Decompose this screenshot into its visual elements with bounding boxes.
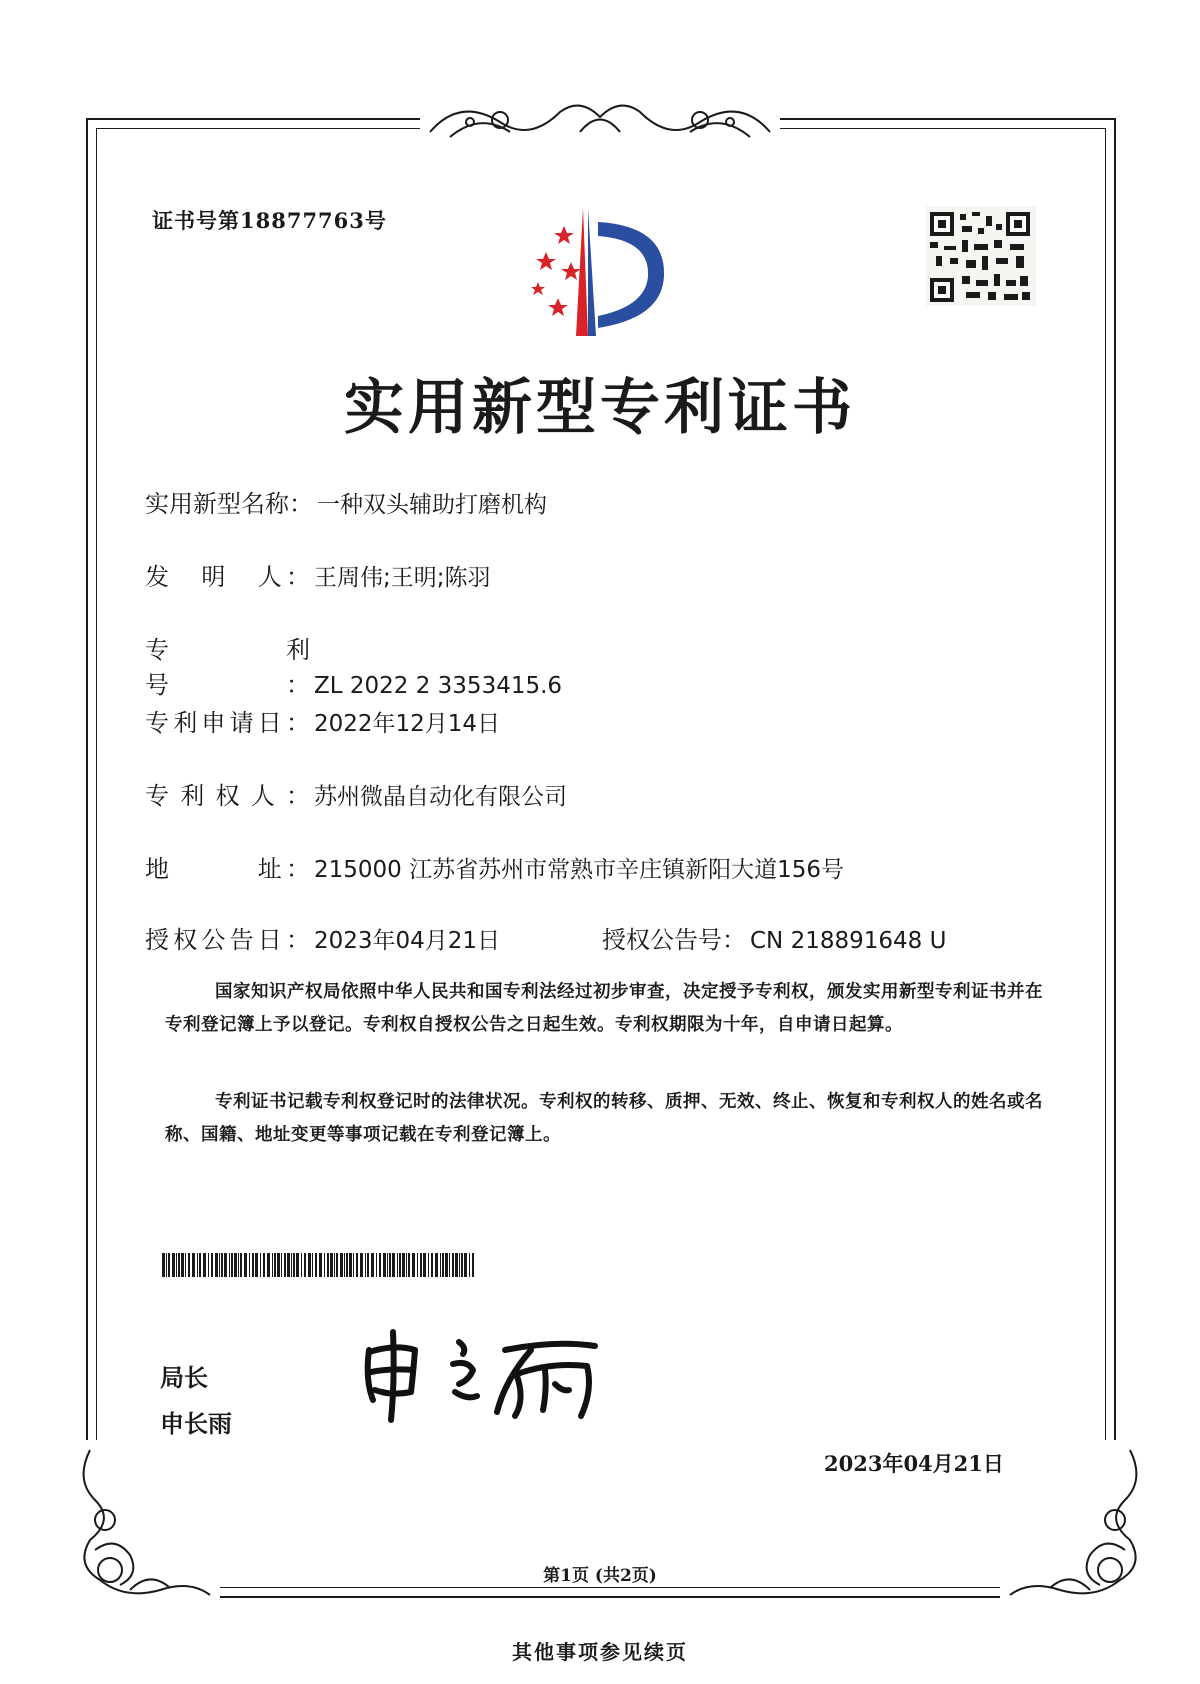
barcode-bar <box>319 1253 322 1277</box>
barcode-bar <box>166 1253 167 1277</box>
barcode-bar <box>304 1253 306 1277</box>
field-application-date <box>145 703 500 738</box>
cnipa-emblem-icon <box>516 206 696 346</box>
field-value: 2023年04月21日 <box>314 928 501 954</box>
barcode-bar <box>296 1253 299 1277</box>
barcode-bar <box>423 1253 426 1277</box>
barcode-bar <box>234 1253 237 1277</box>
field-label: 专 利 号： <box>145 636 334 699</box>
barcode-bar <box>445 1253 448 1277</box>
barcode-bar <box>336 1253 338 1277</box>
barcode-bar <box>249 1253 250 1277</box>
field-inventor <box>145 557 491 592</box>
barcode-bar <box>208 1253 209 1277</box>
barcode-bar <box>346 1253 348 1277</box>
barcode-bar <box>197 1253 198 1277</box>
barcode-bar <box>255 1253 258 1277</box>
field-address <box>145 849 844 884</box>
barcode-bar <box>461 1253 463 1277</box>
qr-code <box>926 206 1036 306</box>
barcode-bar <box>334 1253 335 1277</box>
signer-title: 局长 <box>160 1364 208 1392</box>
page-number: 第1页 (共2页) <box>543 1566 657 1586</box>
barcode-bar <box>452 1253 454 1277</box>
field-value: ZL 2022 2 3353415.6 <box>314 673 563 699</box>
barcode-bar <box>312 1253 313 1277</box>
field-label: 授权公告号： <box>602 926 746 954</box>
barcode-bar <box>188 1253 190 1277</box>
barcode-bar <box>315 1253 317 1277</box>
barcode-bar <box>324 1253 325 1277</box>
barcode-bar <box>389 1253 391 1277</box>
barcode-bar <box>330 1253 333 1277</box>
signature-date: 2023年04月21日 <box>824 1451 1004 1476</box>
barcode-bar <box>211 1253 213 1277</box>
barcode-bar <box>181 1253 184 1277</box>
barcode-bar <box>371 1253 374 1277</box>
field-patent-number <box>145 630 562 700</box>
barcode-bar <box>199 1253 201 1277</box>
barcode-bar <box>412 1253 415 1277</box>
barcode-bar <box>455 1253 458 1277</box>
barcode-bar <box>402 1253 405 1277</box>
field-value: 215000 江苏省苏州市常熟市辛庄镇新阳大道156号 <box>314 857 845 883</box>
barcode-bar <box>240 1253 242 1277</box>
field-label: 实用新型名称： <box>145 490 313 518</box>
barcode-bar <box>442 1253 444 1277</box>
field-value: CN 218891648 U <box>750 928 947 954</box>
barcode-bar <box>224 1253 227 1277</box>
barcode-bar <box>168 1253 170 1277</box>
barcode-bar <box>308 1253 311 1277</box>
barcode-bar <box>428 1253 429 1277</box>
barcode-bar <box>281 1253 282 1277</box>
footer-note: 其他事项参见续页 <box>512 1640 688 1664</box>
field-label: 专利权人： <box>145 782 310 810</box>
barcode-bar <box>327 1253 329 1277</box>
barcode-bar <box>287 1253 290 1277</box>
barcode-bar <box>349 1253 352 1277</box>
barcode-bar <box>229 1253 230 1277</box>
barcode-bar <box>272 1253 273 1277</box>
barcode-bar <box>399 1253 401 1277</box>
barcode-bar <box>435 1253 438 1277</box>
barcode-bar <box>469 1253 470 1277</box>
barcode-bar <box>417 1253 418 1277</box>
barcode-bar <box>408 1253 410 1277</box>
top-ornament-icon <box>420 92 780 152</box>
field-grant-date <box>145 920 500 955</box>
certificate-title: 实用新型专利证书 <box>344 373 856 443</box>
barcode-bar <box>431 1253 433 1277</box>
barcode-bar <box>449 1253 450 1277</box>
signer-name: 申长雨 <box>160 1410 232 1438</box>
field-patent-holder <box>145 776 567 811</box>
barcode-bar <box>162 1253 165 1277</box>
barcode-bar <box>397 1253 398 1277</box>
barcode-bar <box>277 1253 280 1277</box>
field-value: 苏州微晶自动化有限公司 <box>314 784 567 810</box>
barcode-bar <box>464 1253 467 1277</box>
barcode-bar <box>215 1253 218 1277</box>
certificate-number: 证书号第18877763号 <box>152 208 387 233</box>
barcode-bar <box>267 1253 270 1277</box>
field-utility-model-name <box>145 484 547 519</box>
barcode-bar <box>221 1253 223 1277</box>
barcode-bar <box>185 1253 186 1277</box>
barcode-bar <box>440 1253 441 1277</box>
barcode-bar <box>367 1253 369 1277</box>
barcode-bar <box>219 1253 220 1277</box>
handwritten-signature <box>355 1320 625 1430</box>
barcode-bar <box>360 1253 363 1277</box>
barcode-bar <box>176 1253 177 1277</box>
barcode-bar <box>383 1253 386 1277</box>
barcode-bar <box>291 1253 292 1277</box>
barcode-bar <box>420 1253 422 1277</box>
barcode-bar <box>252 1253 254 1277</box>
barcode-bar <box>231 1253 233 1277</box>
barcode-bar <box>301 1253 302 1277</box>
barcode-bar <box>203 1253 206 1277</box>
field-label: 授权公告日： <box>145 926 310 954</box>
field-label: 地 址： <box>145 855 310 883</box>
barcode-bar <box>356 1253 358 1277</box>
barcode-bar <box>260 1253 261 1277</box>
field-value: 2022年12月14日 <box>314 711 501 737</box>
barcode-bar <box>263 1253 265 1277</box>
barcode-bar <box>293 1253 295 1277</box>
barcode-bar <box>244 1253 247 1277</box>
barcode-bar <box>392 1253 395 1277</box>
barcode-bar <box>172 1253 175 1277</box>
field-grant-number <box>602 920 946 955</box>
barcode-bar <box>344 1253 345 1277</box>
barcode-bar <box>472 1253 474 1277</box>
barcode-bar <box>365 1253 366 1277</box>
field-value: 一种双头辅助打磨机构 <box>317 492 547 518</box>
body-paragraph-1: 国家知识产权局依照中华人民共和国专利法经过初步审查，决定授予专利权，颁发实用新型专利证书并在专利登记簿上予以登记。专利权自授权公告之日起生效。专利权期限为十年，自申请日起算。 <box>165 982 1043 1035</box>
barcode-bar <box>192 1253 195 1277</box>
body-paragraph-2: 专利证书记载专利权登记时的法律状况。专利权的转移、质押、无效、终止、恢复和专利权人的姓名或名称、国籍、地址变更等事项记载在专利登记簿上。 <box>165 1092 1043 1145</box>
barcode-bar <box>387 1253 388 1277</box>
barcode-bar <box>459 1253 460 1277</box>
barcode-bar <box>340 1253 343 1277</box>
barcode-bar <box>284 1253 286 1277</box>
barcode-bar <box>274 1253 276 1277</box>
barcode-bar <box>353 1253 354 1277</box>
barcode-bar <box>406 1253 407 1277</box>
barcode-bar <box>178 1253 180 1277</box>
field-label: 发 明 人： <box>145 563 310 591</box>
barcode <box>162 1253 478 1277</box>
barcode-bar <box>379 1253 381 1277</box>
barcode-bar <box>376 1253 377 1277</box>
field-label: 专利申请日： <box>145 709 310 737</box>
field-value: 王周伟;王明;陈羽 <box>314 565 491 591</box>
barcode-bar <box>238 1253 239 1277</box>
